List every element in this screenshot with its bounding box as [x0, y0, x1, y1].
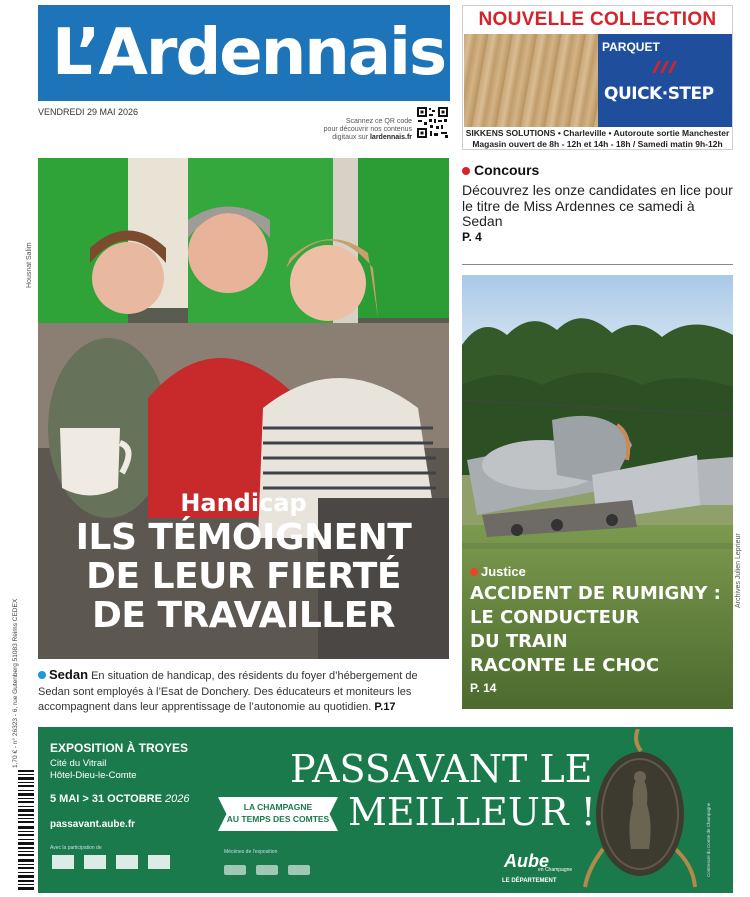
cover-headline-line-3: DE TRAVAILLER: [91, 595, 396, 636]
qr-code-icon[interactable]: [416, 106, 449, 139]
exhibition-venue-1: Cité du Vitrail: [50, 758, 107, 769]
partners-label: Avec la participation de: [50, 845, 102, 851]
cover-story-location: Sedan: [49, 667, 89, 682]
train-accident-photo[interactable]: [462, 275, 733, 709]
section-dot-icon: [38, 671, 46, 679]
section-dot-icon: [470, 568, 478, 576]
legal-mentions-text: 1,70 € - n° 26323 - 6, rue Gutenberg 51083 Reims CEDEX: [12, 598, 19, 768]
ad-footer-line-2: Magasin ouvert de 8h - 12h et 14h - 18h / Samedi matin 9h-12h: [472, 139, 723, 149]
masthead[interactable]: [38, 5, 450, 101]
exhibition-venue-2: Hôtel-Dieu-le-Comte: [50, 770, 137, 781]
justice-kicker: [470, 564, 732, 579]
justice-headline: [470, 582, 732, 678]
sponsor-logo-icon: [256, 865, 278, 875]
train-photo-credit-text: Archives Julien Leprieur: [735, 533, 742, 608]
passavant-exhibition-ad[interactable]: [38, 727, 733, 893]
ad-footer-line-1: SIKKENS SOLUTIONS • Charleville • Autoroute sortie Manchester: [465, 128, 730, 138]
cover-headline-line-1: ILS TÉMOIGNENT: [75, 517, 412, 558]
exhibition-dates: [50, 793, 190, 805]
justice-page: P. 14: [470, 681, 497, 695]
concours-teaser[interactable]: [462, 162, 733, 244]
cover-story-photo[interactable]: [38, 158, 449, 659]
qr-site-link[interactable]: lardennais.fr: [369, 134, 412, 141]
cover-headline-block[interactable]: [38, 488, 449, 635]
quickstep-logo-icon: [650, 60, 680, 74]
ad-footer: [463, 128, 732, 150]
concours-kicker: [462, 162, 733, 178]
barcode-icon: [4, 768, 36, 893]
ad-product-label: PARQUET: [602, 40, 660, 54]
ad-ribbon-line-1: LA CHAMPAGNE: [243, 802, 313, 812]
dateline: VENDREDI 29 MAI 2026: [38, 107, 139, 117]
cover-headline-line-2: DE LEUR FIERTÉ: [86, 556, 401, 597]
qr-caption: [300, 118, 412, 142]
seal-caption-text: Contrescel du Comte de Champagne: [706, 802, 711, 877]
partner-logo-icon: [148, 855, 170, 869]
ad-slogan-line-2: MEILLEUR !: [348, 790, 596, 834]
section-dot-icon: [462, 167, 470, 175]
aube-department-label: LE DÉPARTEMENT: [502, 878, 557, 884]
cover-story-page: P.17: [374, 701, 396, 713]
ad-heading: NOUVELLE COLLECTION: [478, 9, 717, 30]
justice-headline-block[interactable]: [470, 564, 732, 695]
sponsor-logo-icon: [288, 865, 310, 875]
aube-logo: Aube: [504, 851, 549, 871]
masthead-title: L’Ardennais: [52, 16, 446, 90]
qr-caption-line-1: Scannez ce QR code: [345, 118, 412, 125]
exhibition-year: 2026: [165, 793, 190, 805]
ad-ribbon-line-2: AU TEMPS DES COMTES: [226, 814, 330, 824]
justice-kicker-label: Justice: [481, 564, 526, 579]
parquet-advertisement[interactable]: [462, 5, 733, 150]
exhibition-url[interactable]: passavant.aube.fr: [50, 819, 136, 830]
cover-kicker: Handicap: [180, 489, 307, 517]
divider: [462, 264, 733, 265]
cover-story-text: En situation de handicap, des résidents du foyer d’hébergement de Sedan sont employés à l’Esat de Donchery. Des éducateurs et moniteurs les accompagnent dans leur apprentissage de l’autonomie au quotidien.: [38, 670, 418, 713]
exhibition-title: EXPOSITION À TROYES: [50, 741, 189, 755]
cover-story-summary[interactable]: [38, 667, 449, 716]
partner-logo-icon: [84, 855, 106, 869]
justice-headline-line-4: RACONTE LE CHOC: [470, 655, 660, 676]
quickstep-panel: [598, 34, 732, 127]
wax-seal-icon: [583, 729, 698, 889]
aube-logo-subtitle: en Champagne: [538, 867, 573, 873]
justice-headline-line-3: DU TRAIN: [470, 631, 568, 652]
concours-page: P. 4: [462, 229, 482, 244]
cover-photo-credit-text: Housnat Salim: [26, 242, 33, 288]
exhibition-dates-range: 5 MAI > 31 OCTOBRE: [50, 793, 162, 805]
justice-headline-line-2: LE CONDUCTEUR: [470, 607, 640, 628]
concours-text: Découvrez les onze candidates en lice pour le titre de Miss Ardennes ce samedi à Sedan: [462, 182, 733, 229]
sponsor-logo-icon: [224, 865, 246, 875]
sponsors-label: Mécènes de l’exposition: [224, 849, 278, 855]
partner-logo-icon: [52, 855, 74, 869]
qr-caption-line-2: pour découvrir nos contenus: [323, 126, 412, 133]
qr-caption-prefix: digitaux sur: [332, 134, 370, 141]
wood-floor-image: [464, 34, 598, 127]
concours-kicker-label: Concours: [474, 162, 540, 178]
qr-caption-line-3: [300, 134, 412, 142]
justice-headline-line-1: ACCIDENT DE RUMIGNY :: [470, 583, 721, 604]
partner-logo-icon: [116, 855, 138, 869]
ad-slogan-line-1: PASSAVANT LE: [290, 747, 593, 791]
ad-brand-name: QUICK·STEP: [604, 84, 714, 104]
